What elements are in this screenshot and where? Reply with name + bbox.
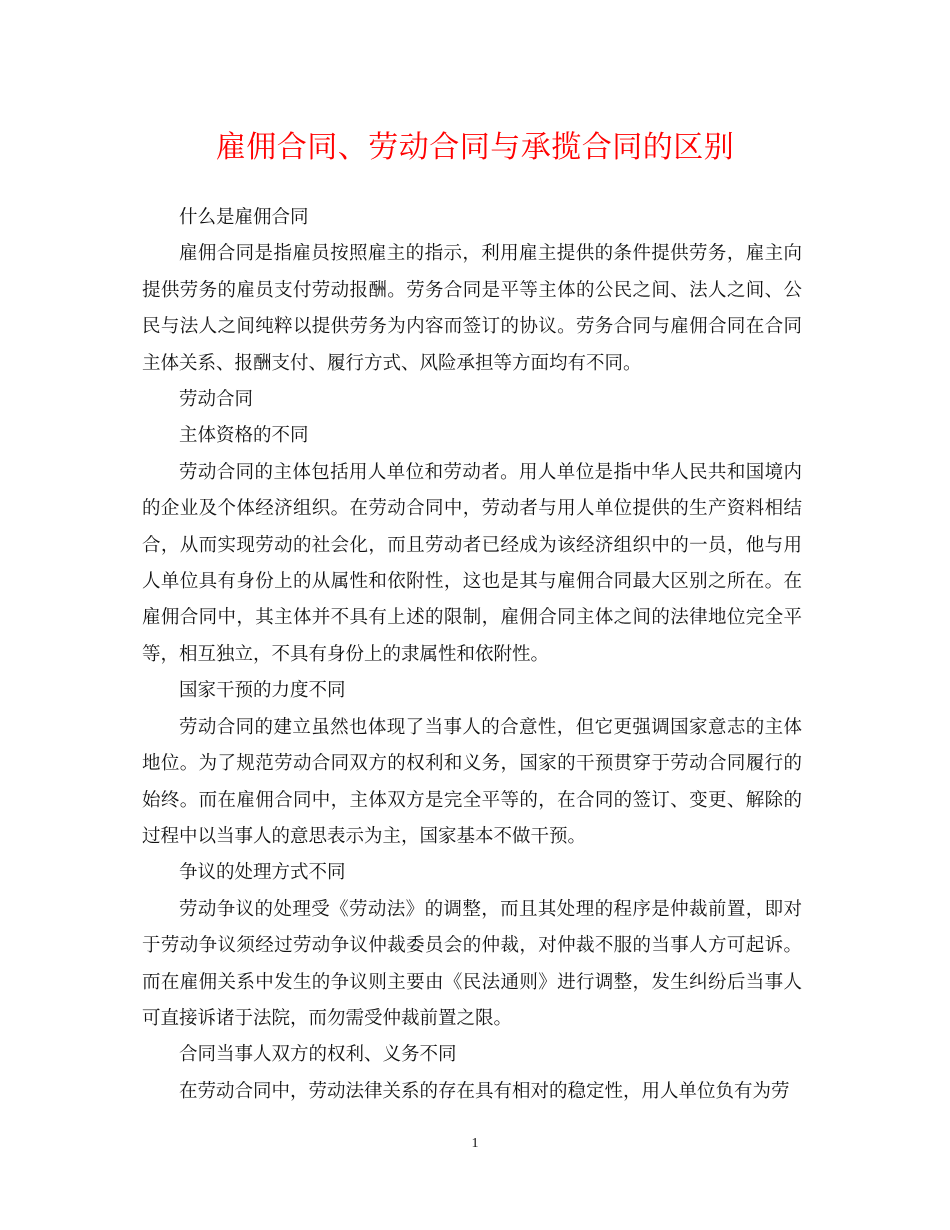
- paragraph-heading-subject-qualification: 主体资格的不同: [179, 425, 309, 447]
- paragraph-heading-dispute-handling: 争议的处理方式不同: [179, 862, 346, 884]
- paragraph-rights-obligations-body: 在劳动合同中，劳动法律关系的存在具有相对的稳定性，用人单位负有为劳: [179, 1080, 790, 1102]
- paragraph-heading-state-intervention: 国家干预的力度不同: [179, 680, 346, 702]
- document-title: 雇佣合同、劳动合同与承揽合同的区别: [215, 130, 735, 165]
- paragraph-heading-what-is-employment-contract: 什么是雇佣合同: [179, 207, 309, 228]
- page-number: 1: [471, 1136, 479, 1151]
- paragraph-heading-labor-contract: 劳动合同: [179, 389, 254, 411]
- paragraph-employment-contract-definition: 雇佣合同是指雇员按照雇主的指示，利用雇主提供的条件提供劳务，雇主向提供劳务的雇员支付劳动报酬。劳务合同是平等主体的公民之间、法人之间、公民与法人之间纯粹以提供劳务为内容而签订的协议。劳务合同与雇佣合同在合同主体关系、报酬支付、履行方式、风险承担等方面均有不同。: [142, 243, 802, 374]
- paragraph-heading-rights-obligations: 合同当事人双方的权利、义务不同: [179, 1044, 457, 1066]
- paragraph-dispute-handling-body: 劳动争议的处理受《劳动法》的调整，而且其处理的程序是仲裁前置，即对于劳动争议须经过劳动争议仲裁委员会的仲裁，对仲裁不服的当事人方可起诉。而在雇佣关系中发生的争议则主要由《民法通则》进行调整，发生纠纷后当事人可直接诉诸于法院，而勿需受仲裁前置之限。: [142, 898, 802, 1029]
- paragraph-subject-qualification-body: 劳动合同的主体包括用人单位和劳动者。用人单位是指中华人民共和国境内的企业及个体经济组织。在劳动合同中，劳动者与用人单位提供的生产资料相结合，从而实现劳动的社会化，而且劳动者已经成为该经济组织中的一员，他与用人单位具有身份上的从属性和依附性，这也是其与雇佣合同最大区别之所在。在雇佣合同中，其主体并不具有上述的限制，雇佣合同主体之间的法律地位完全平等，相互独立，不具有身份上的隶属性和依附性。: [142, 461, 802, 665]
- document-body: [142, 200, 802, 1110]
- paragraph-state-intervention-body: 劳动合同的建立虽然也体现了当事人的合意性，但它更强调国家意志的主体地位。为了规范劳动合同双方的权利和义务，国家的干预贯穿于劳动合同履行的始终。而在雇佣合同中，主体双方是完全平等的，在合同的签订、变更、解除的过程中以当事人的意思表示为主，国家基本不做干预。: [142, 716, 802, 847]
